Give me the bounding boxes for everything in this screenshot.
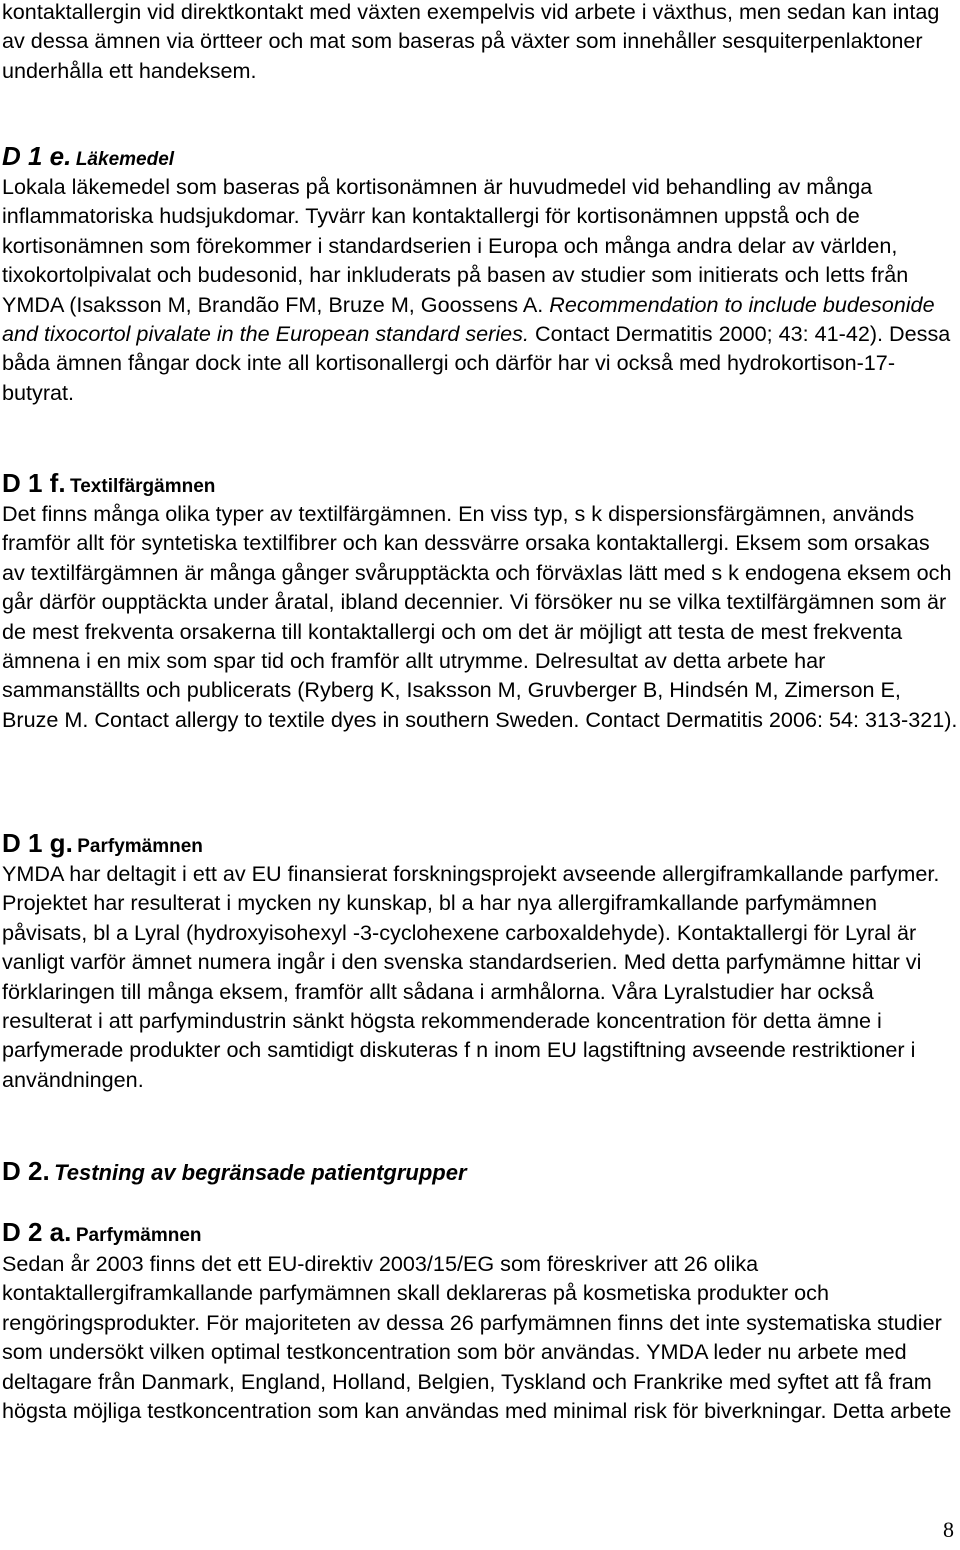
section-heading-d2 <box>2 1154 958 1193</box>
section-d1f-paragraph: Det finns många olika typer av textilfärgämnen. En viss typ, s k dispersionsfärgämnen, används framför allt för syntetiska textilfibrer och kan dessvärre orsaka kontaktallergi. Eksem som orsakas av textilfärgämnen är många gånger svårupptäckta och förväxlas lätt med s k endogena eksem och går därför oupptäckta under åratal, ibland decennier. Vi försöker nu se vilka textilfärgämnen som är de mest frekventa orsakerna till kontaktallergi och om det är möjligt att testa de mest frekventa ämnena i en mix som spar tid och framför allt utrymme. Delresultat av detta arbete har sammanställts och publicerats (Ryberg K, Isaksson M, Gruvberger B, Hindsén M, Zimerson E, Bruze M. Contact allergy to textile dyes in southern Sweden. Contact Dermatitis 2006: 54: 313-321). <box>2 501 958 732</box>
section-code: D 2 a. <box>2 1217 72 1247</box>
section-title: Läkemedel <box>75 149 175 170</box>
section-code: D 1 g. <box>2 828 73 858</box>
section-title: Textilfärgämnen <box>70 476 216 497</box>
paragraph-text-cont: Contact Dermatitis 2000; 43: 41-42). Dessa båda ämnen fångar dock inte all kortisonallergi och därför har vi också med hydrokortison-17-butyrat. <box>2 321 951 405</box>
section-title: Parfymämnen <box>75 1225 202 1246</box>
section-title: Parfymämnen <box>77 836 203 857</box>
reference-title: Recommendation to include budesonide and tixocortol pivalate in the European standard series. <box>2 291 935 347</box>
section-d2a-paragraph: Sedan år 2003 finns det ett EU-direktiv 2003/15/EG som föreskriver att 26 olika kontaktallergiframkallande parfymämnen skall deklareras på kosmetiska produkter och rengöringsprodukter. För majoriteten av dessa 26 parfymämnen finns det inte systematiska studier som undersökt vilken optimal testkoncentration som bör användas. YMDA leder nu arbete med deltagare från Danmark, England, Holland, Belgien, Tyskland och Frankrike med syftet att få fram högsta möjliga testkoncentration som kan användas med minimal risk för biverkningar. Detta arbete <box>2 1251 952 1424</box>
section-d1g-paragraph: YMDA har deltagit i ett av EU finansierat forskningsprojekt avseende allergiframkallande parfymer. Projektet har resulterat i mycken ny kunskap, bl a har nya allergiframkallande parfymämnen påvisats, bl a Lyral (hydroxyisohexyl -3-cyclohexene carboxaldehyde). Kontaktallergi för Lyral är vanligt varför ämnet numera ingår i den svenska standardserien. Med detta parfymämne hittar vi förklaringen till många eksem, framför allt sådana i armhålorna. Våra Lyralstudier har också resulterat i att parfymindustrin sänkt högsta rekommenderade koncentration för detta ämne i parfymerade produkter och samtidigt diskuteras f n inom EU lagstiftning avseende restriktioner i användningen. <box>2 861 940 1092</box>
section-d1e-paragraph <box>2 172 958 407</box>
section-code: D 2. <box>2 1156 50 1186</box>
intro-paragraph: kontaktallergin vid direktkontakt med växten exempelvis vid arbete i växthus, men sedan kan intag av dessa ämnen via örtteer och mat som baseras på växter som innehåller sesquiterpenlaktoner underhålla ett handeksem. <box>2 0 940 83</box>
section-code: D 1 e. <box>2 141 72 171</box>
paragraph-text: Lokala läkemedel som baseras på kortisonämnen är huvudmedel vid behandling av många inflammatoriska hudsjukdomar. Tyvärr kan kontaktallergi för kortisonämnen uppstå och de kortisonämnen som förekommer i standardserien i Europa och många andra delar av världen, tixokortolpivalat och budesonid, har inkluderats på basen av studier som initierats och letts från YMDA (Isaksson M, Brandão FM, Bruze M, Goossens A. <box>2 174 909 317</box>
page-number: 8 <box>943 1517 954 1542</box>
section-title: Testning av begränsade patientgrupper <box>54 1160 467 1185</box>
section-code: D 1 f. <box>2 468 66 498</box>
